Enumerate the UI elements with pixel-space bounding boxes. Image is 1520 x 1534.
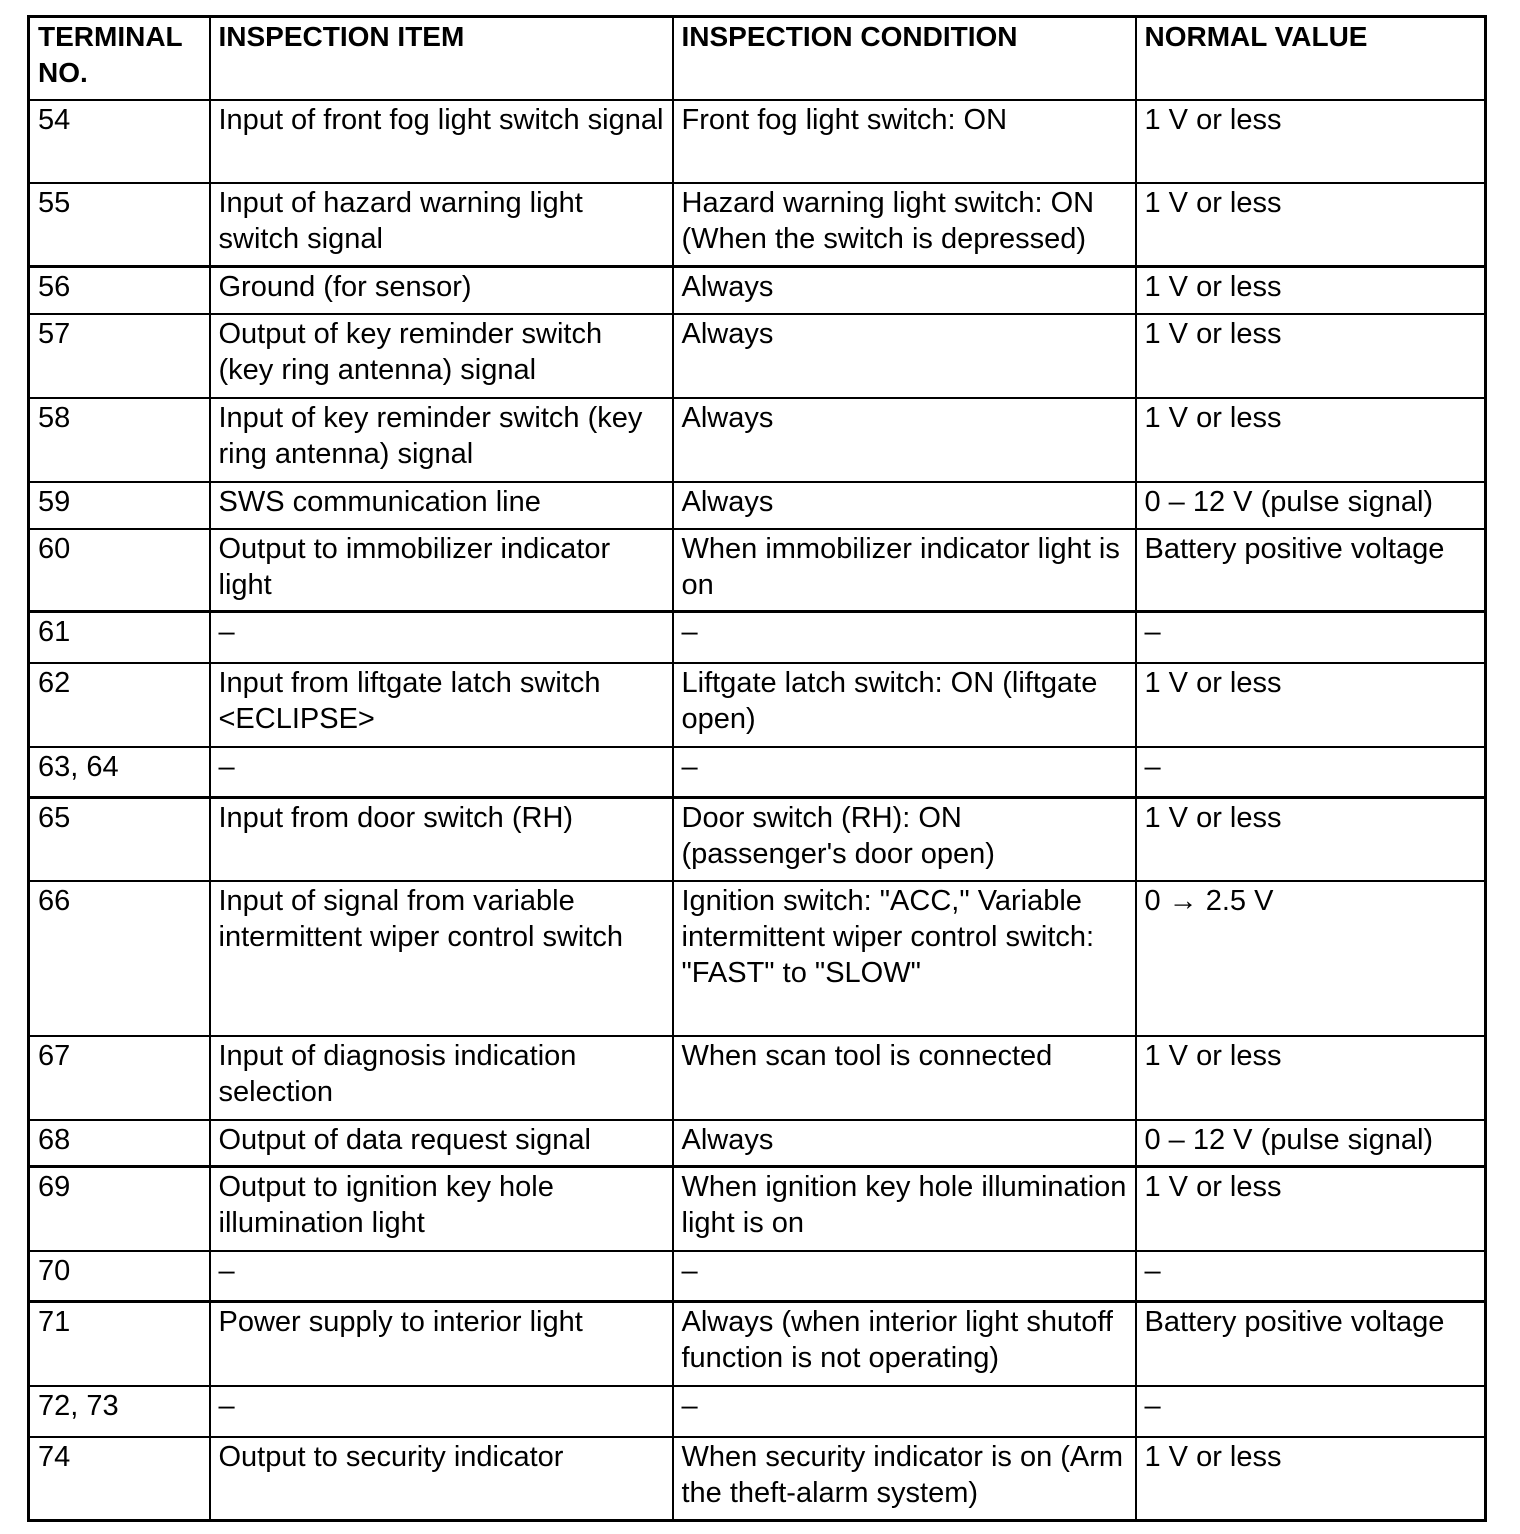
inspection-condition-cell: When immobilizer indicator light is on	[673, 529, 1136, 612]
inspection-item-cell: SWS communication line	[210, 482, 673, 529]
table-row	[29, 1167, 1486, 1251]
terminal-no-cell: 55	[29, 183, 210, 267]
inspection-item-cell: Input of hazard warning light switch signal	[210, 183, 673, 267]
inspection-item-cell: Output of key reminder switch (key ring antenna) signal	[210, 314, 673, 398]
normal-value-cell: –	[1136, 1251, 1486, 1302]
inspection-condition-cell: Always (when interior light shutoff function is not operating)	[673, 1302, 1136, 1386]
inspection-item-cell: Input of key reminder switch (key ring antenna) signal	[210, 398, 673, 482]
table-row	[29, 100, 1486, 183]
normal-value-cell: 1 V or less	[1136, 183, 1486, 267]
normal-value-cell: –	[1136, 747, 1486, 798]
inspection-condition-cell: Ignition switch: "ACC," Variable intermittent wiper control switch: "FAST" to "SLOW"	[673, 881, 1136, 1036]
normal-value-cell: 0 – 12 V (pulse signal)	[1136, 1120, 1486, 1167]
terminal-no-cell: 57	[29, 314, 210, 398]
inspection-condition-cell: Always	[673, 314, 1136, 398]
inspection-condition-cell: Door switch (RH): ON (passenger's door open)	[673, 798, 1136, 881]
inspection-item-cell: Power supply to interior light	[210, 1302, 673, 1386]
normal-value-cell: –	[1136, 612, 1486, 663]
inspection-condition-cell: –	[673, 747, 1136, 798]
table-body	[29, 100, 1486, 1521]
inspection-condition-cell: Always	[673, 398, 1136, 482]
terminal-no-cell: 67	[29, 1036, 210, 1120]
table-row	[29, 314, 1486, 398]
inspection-item-cell: Input of front fog light switch signal	[210, 100, 673, 183]
normal-value-cell: 1 V or less	[1136, 663, 1486, 747]
inspection-item-cell: Input from door switch (RH)	[210, 798, 673, 881]
header-terminal-no: TERMINAL NO.	[29, 17, 210, 100]
terminal-no-cell: 59	[29, 482, 210, 529]
inspection-item-cell: Output of data request signal	[210, 1120, 673, 1167]
terminal-no-cell: 58	[29, 398, 210, 482]
inspection-item-cell: Ground (for sensor)	[210, 267, 673, 314]
header-inspection-item: INSPECTION ITEM	[210, 17, 673, 100]
header-row	[29, 17, 1486, 100]
table-row	[29, 1036, 1486, 1120]
inspection-table	[27, 15, 1487, 1522]
table-row	[29, 267, 1486, 314]
normal-value-cell: Battery positive voltage	[1136, 529, 1486, 612]
inspection-item-cell: –	[210, 1386, 673, 1437]
inspection-item-cell: Input from liftgate latch switch <ECLIPSE>	[210, 663, 673, 747]
terminal-no-cell: 65	[29, 798, 210, 881]
table-row	[29, 529, 1486, 612]
inspection-condition-cell: When security indicator is on (Arm the theft-alarm system)	[673, 1437, 1136, 1521]
inspection-condition-cell: –	[673, 612, 1136, 663]
table-row	[29, 747, 1486, 798]
table-row	[29, 1302, 1486, 1386]
normal-value-cell: 1 V or less	[1136, 1167, 1486, 1251]
table-row	[29, 482, 1486, 529]
terminal-no-cell: 66	[29, 881, 210, 1036]
normal-value-cell: 1 V or less	[1136, 100, 1486, 183]
terminal-no-cell: 70	[29, 1251, 210, 1302]
terminal-no-cell: 63, 64	[29, 747, 210, 798]
normal-value-cell: 1 V or less	[1136, 398, 1486, 482]
inspection-item-cell: –	[210, 612, 673, 663]
normal-value-cell: 1 V or less	[1136, 1036, 1486, 1120]
terminal-no-cell: 61	[29, 612, 210, 663]
inspection-item-cell: Output to immobilizer indicator light	[210, 529, 673, 612]
inspection-condition-cell: Always	[673, 1120, 1136, 1167]
terminal-no-cell: 69	[29, 1167, 210, 1251]
table-row	[29, 798, 1486, 881]
inspection-condition-cell: –	[673, 1251, 1136, 1302]
normal-value-cell: –	[1136, 1386, 1486, 1437]
normal-value-cell: 0 – 12 V (pulse signal)	[1136, 482, 1486, 529]
terminal-no-cell: 54	[29, 100, 210, 183]
terminal-no-cell: 62	[29, 663, 210, 747]
table-row	[29, 1437, 1486, 1521]
normal-value-cell: 0 → 2.5 V	[1136, 881, 1486, 1036]
inspection-condition-cell: Always	[673, 482, 1136, 529]
terminal-no-cell: 60	[29, 529, 210, 612]
table-row	[29, 1120, 1486, 1167]
inspection-condition-cell: When ignition key hole illumination light is on	[673, 1167, 1136, 1251]
inspection-condition-cell: Liftgate latch switch: ON (liftgate open)	[673, 663, 1136, 747]
normal-value-cell: 1 V or less	[1136, 1437, 1486, 1521]
inspection-condition-cell: Front fog light switch: ON	[673, 100, 1136, 183]
table-row	[29, 398, 1486, 482]
header-normal-value: NORMAL VALUE	[1136, 17, 1486, 100]
inspection-item-cell: Input of signal from variable intermittent wiper control switch	[210, 881, 673, 1036]
inspection-item-cell: Output to ignition key hole illumination light	[210, 1167, 673, 1251]
inspection-condition-cell: –	[673, 1386, 1136, 1437]
inspection-item-cell: Output to security indicator	[210, 1437, 673, 1521]
table-row	[29, 183, 1486, 267]
terminal-no-cell: 68	[29, 1120, 210, 1167]
terminal-no-cell: 74	[29, 1437, 210, 1521]
normal-value-cell: 1 V or less	[1136, 798, 1486, 881]
table-row	[29, 1251, 1486, 1302]
table-row	[29, 612, 1486, 663]
table-row	[29, 881, 1486, 1036]
terminal-no-cell: 71	[29, 1302, 210, 1386]
header-inspection-condition: INSPECTION CONDITION	[673, 17, 1136, 100]
inspection-item-cell: Input of diagnosis indication selection	[210, 1036, 673, 1120]
inspection-condition-cell: Hazard warning light switch: ON (When the switch is depressed)	[673, 183, 1136, 267]
inspection-item-cell: –	[210, 1251, 673, 1302]
terminal-no-cell: 72, 73	[29, 1386, 210, 1437]
inspection-condition-cell: Always	[673, 267, 1136, 314]
terminal-no-cell: 56	[29, 267, 210, 314]
table-row	[29, 663, 1486, 747]
inspection-item-cell: –	[210, 747, 673, 798]
normal-value-cell: Battery positive voltage	[1136, 1302, 1486, 1386]
normal-value-cell: 1 V or less	[1136, 314, 1486, 398]
inspection-condition-cell: When scan tool is connected	[673, 1036, 1136, 1120]
table-row	[29, 1386, 1486, 1437]
normal-value-cell: 1 V or less	[1136, 267, 1486, 314]
